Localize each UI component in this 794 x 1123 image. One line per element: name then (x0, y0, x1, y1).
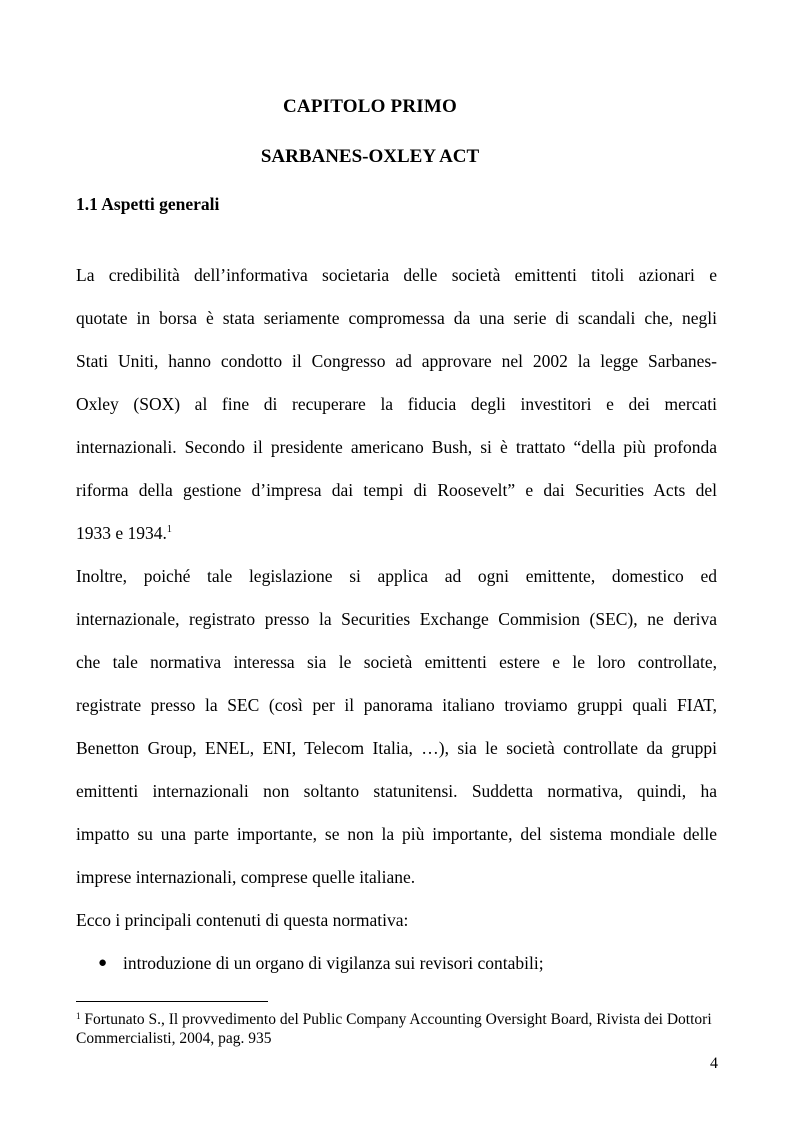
footnote-number: 1 (76, 1011, 81, 1021)
chapter-subtitle: SARBANES-OXLEY ACT (260, 146, 480, 167)
paragraph-line: che tale normativa interessa sia le società emittenti estere e le loro controllate, (76, 652, 717, 672)
paragraph-last-line (76, 512, 717, 555)
footnote (76, 1010, 717, 1048)
paragraph-line: La credibilità dell’informativa societaria delle società emittenti titoli azionari e (76, 265, 717, 285)
bullet-item (76, 942, 717, 985)
chapter-title: CAPITOLO PRIMO (283, 96, 457, 117)
footnote-text: Fortunato S., Il provvedimento del Public Company Accounting Oversight Board, Rivista dei Dottori Commercialisti, 2004, pag. 935 (76, 1011, 712, 1047)
page-number: 4 (710, 1055, 718, 1072)
section-heading: 1.1 Aspetti generali (76, 194, 220, 214)
paragraph-line: registrate presso la SEC (così per il panorama italiano troviamo gruppi quali FIAT, (76, 695, 717, 715)
paragraph-line: riforma della gestione d’impresa dai tempi di Roosevelt” e dai Securities Acts del (76, 480, 717, 500)
body-text (76, 254, 717, 985)
paragraph-line: emittenti internazionali non soltanto statunitensi. Suddetta normativa, quindi, ha (76, 781, 717, 801)
paragraph-line: Oxley (SOX) al fine di recuperare la fiducia degli investitori e dei mercati (76, 394, 717, 414)
paragraph-line: Benetton Group, ENEL, ENI, Telecom Italia, …), sia le società controllate da gruppi (76, 738, 717, 758)
paragraph-line: Ecco i principali contenuti di questa normativa: (76, 910, 409, 930)
paragraph-line: internazionale, registrato presso la Securities Exchange Commision (SEC), ne deriva (76, 609, 717, 629)
paragraph-line: quotate in borsa è stata seriamente compromessa da una serie di scandali che, negli (76, 308, 717, 328)
paragraph-line: imprese internazionali, comprese quelle italiane. (76, 867, 416, 887)
paragraph-line: Stati Uniti, hanno condotto il Congresso ad approvare nel 2002 la legge Sarbanes- (76, 351, 717, 371)
footnote-reference[interactable]: 1 (166, 524, 172, 535)
paragraph-line-text: 1933 e 1934. (76, 523, 167, 543)
bullet-text: introduzione di un organo di vigilanza sui revisori contabili; (123, 953, 544, 973)
paragraph-line: impatto su una parte importante, se non la più importante, del sistema mondiale delle (76, 824, 717, 844)
paragraph-line: internazionali. Secondo il presidente americano Bush, si è trattato “della più profonda (76, 437, 717, 457)
bullet-icon: ● (98, 955, 108, 971)
paragraph-line: Inoltre, poiché tale legislazione si applica ad ogni emittente, domestico ed (76, 566, 717, 586)
footnote-separator (76, 1001, 268, 1002)
